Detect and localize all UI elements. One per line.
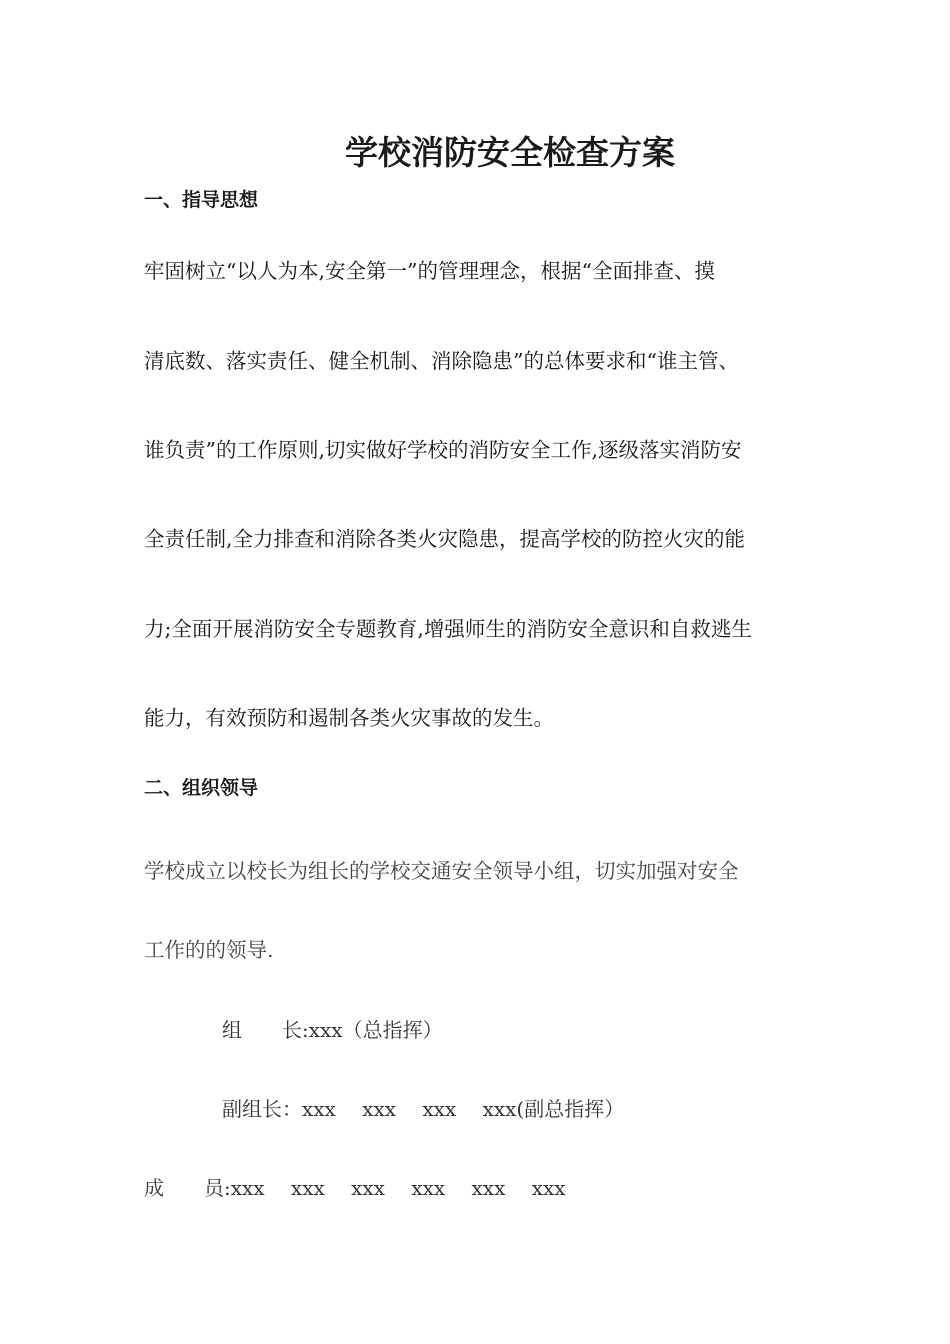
paragraph-line: 力;全面开展消防安全专题教育,增强师生的消防安全意识和自救逃生: [144, 617, 752, 641]
paragraph-line: 谁负责”的工作原则,切实做好学校的消防安全工作,逐级落实消防安: [144, 438, 742, 462]
deputy-leader-line: 副组长：xxx xxx xxx xxx(副总指挥）: [222, 1097, 625, 1121]
leader-line: 组 长:xxx（总指挥）: [222, 1018, 443, 1042]
section-heading-organization: 二、组织领导: [144, 777, 259, 799]
paragraph-line: 工作的的领导.: [144, 938, 274, 962]
paragraph-line: 全责任制,全力排查和消除各类火灾隐患，提高学校的防控火灾的能: [144, 527, 746, 551]
section-heading-guiding-ideology: 一、指导思想: [144, 189, 259, 211]
paragraph-line: 能力，有效预防和遏制各类火灾事故的发生。: [144, 706, 554, 730]
document-title: 学校消防安全检查方案: [345, 133, 675, 172]
paragraph-line: 清底数、落实责任、健全机制、消除隐患”的总体要求和“谁主管、: [144, 349, 739, 373]
paragraph-line: 牢固树立“以人为本,安全第一”的管理理念，根据“全面排查、摸: [144, 259, 715, 283]
paragraph-line: 学校成立以校长为组长的学校交通安全领导小组，切实加强对安全: [144, 859, 739, 883]
members-line: 成 员:xxx xxx xxx xxx xxx xxx: [144, 1176, 566, 1200]
